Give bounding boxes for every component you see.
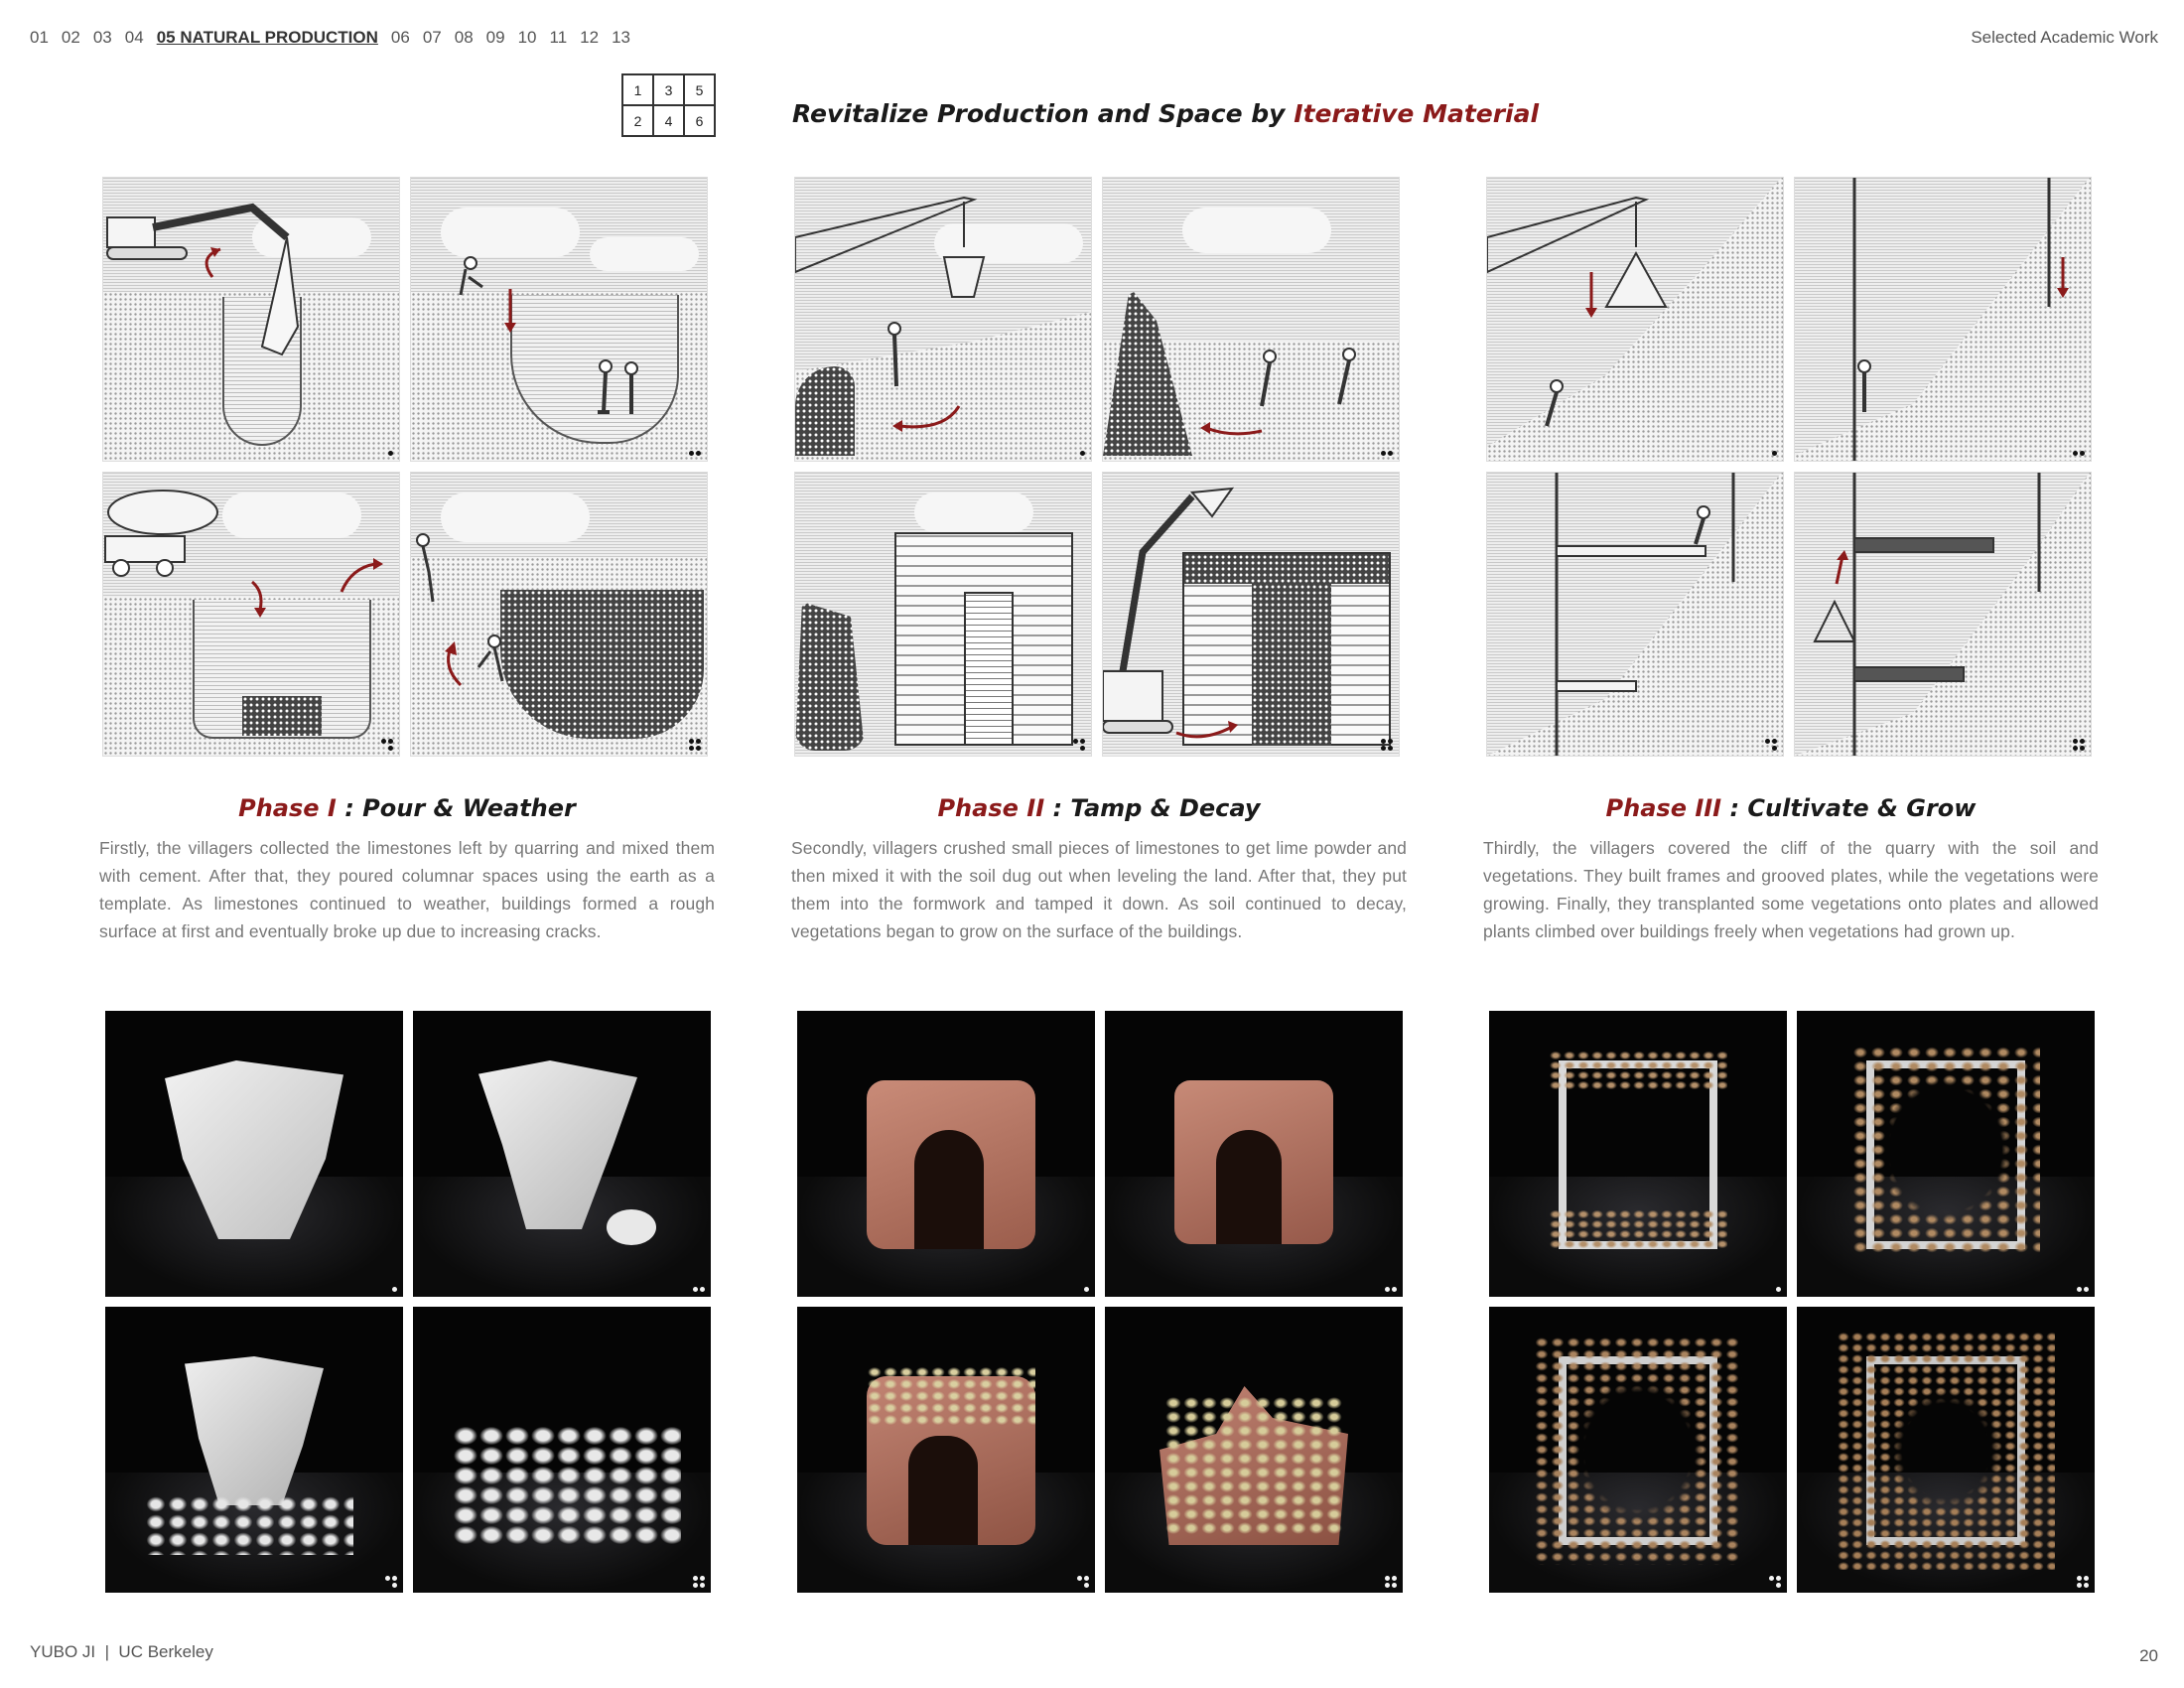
step-marker bbox=[2071, 451, 2085, 456]
step-marker bbox=[687, 451, 701, 456]
excavator-drawing bbox=[1103, 473, 1400, 757]
phase-1-label: Phase I bbox=[238, 794, 337, 822]
limestone-model-photo bbox=[105, 1307, 403, 1593]
step-marker bbox=[383, 1576, 397, 1588]
nav-item-13[interactable]: 13 bbox=[612, 28, 631, 47]
diagram-tamping bbox=[1102, 472, 1400, 757]
step-marker bbox=[1767, 1576, 1781, 1588]
sequence-key-grid bbox=[621, 73, 716, 137]
clay-arch-opening bbox=[1216, 1130, 1282, 1244]
diagram-crane-lime bbox=[794, 177, 1092, 462]
formwork-door bbox=[964, 592, 1014, 746]
frame-model-photo bbox=[1489, 1011, 1787, 1297]
section-label: Selected Academic Work bbox=[1971, 28, 2158, 47]
step-marker bbox=[383, 1287, 397, 1292]
planting-drawing bbox=[1795, 473, 2092, 757]
step-marker bbox=[1763, 739, 1777, 751]
diagram-mixing-soil bbox=[1102, 177, 1400, 462]
step-marker bbox=[2075, 1576, 2089, 1588]
step-marker bbox=[1075, 1287, 1089, 1292]
phase-3-photo-grid bbox=[1489, 1011, 2095, 1593]
phase-2-diagram-grid bbox=[794, 177, 1407, 757]
rock-slab bbox=[795, 602, 865, 751]
step-marker bbox=[1071, 739, 1085, 751]
phase-1-description: Firstly, the villagers collected the limestones left by quarring and mixed them with cement. After that, they poured columnar spaces using the earth as a template. As limestones continued to weather, buildings formed a rough surface at first and eventually broke up due to increasing cracks. bbox=[99, 838, 715, 941]
frame-drawing bbox=[1795, 178, 2092, 462]
phase-3-name: : Cultivate & Grow bbox=[1721, 794, 1977, 822]
limestone-model-photo bbox=[413, 1011, 711, 1297]
step-marker bbox=[1763, 451, 1777, 456]
phase-1-diagram-grid bbox=[102, 177, 715, 757]
nav-item-5[interactable]: 05 NATURAL PRODUCTION bbox=[156, 28, 378, 47]
sequence-cell: 3 bbox=[653, 74, 684, 105]
nav-item-12[interactable]: 12 bbox=[580, 28, 600, 47]
phase-2-label: Phase II bbox=[937, 794, 1045, 822]
phase-2-column bbox=[791, 177, 1407, 945]
cement-truck-drawing bbox=[103, 473, 400, 757]
cloud-shape bbox=[914, 492, 1033, 532]
crane-drawing bbox=[1487, 178, 1784, 462]
workers-drawing bbox=[411, 178, 708, 462]
step-marker bbox=[2071, 739, 2085, 751]
step-marker bbox=[379, 451, 393, 456]
phase-2-name: : Tamp & Decay bbox=[1044, 794, 1261, 822]
clay-arch-opening bbox=[914, 1130, 984, 1249]
nav-item-9[interactable]: 09 bbox=[485, 28, 505, 47]
frame-model-photo bbox=[1797, 1307, 2095, 1593]
phase-1-name: : Pour & Weather bbox=[336, 794, 576, 822]
moss-growth bbox=[1164, 1396, 1343, 1535]
step-marker bbox=[1379, 739, 1393, 751]
broken-fragment bbox=[607, 1209, 656, 1245]
nav-item-11[interactable]: 11 bbox=[549, 28, 568, 47]
author-credit: YUBO JI | UC Berkeley bbox=[30, 1642, 213, 1661]
moss-growth bbox=[867, 1366, 1035, 1426]
nav-item-7[interactable]: 07 bbox=[422, 28, 442, 47]
limestone-model-photo bbox=[413, 1307, 711, 1593]
phase-3-description: Thirdly, the villagers covered the cliff of the quarry with the soil and vegetations. They built frames and grooved plates, while the vegetations were growing. Finally, they transplanted some vegetations onto plates and allowed plants climbed over buildings freely when vegetations had grown up. bbox=[1483, 838, 2099, 941]
nav-item-10[interactable]: 10 bbox=[517, 28, 537, 47]
phase-2-description: Secondly, villagers crushed small pieces of limestones to get lime powder and then mixed it with the soil dug out when leveling the land. After that, they put them into the formwork and tamped it down. As soil continued to decay, vegetations began to grow on the surface of the buildings. bbox=[791, 838, 1407, 941]
nav-item-8[interactable]: 08 bbox=[454, 28, 474, 47]
step-marker bbox=[1767, 1287, 1781, 1292]
page-title-prefix: Revitalize Production and Space by bbox=[792, 99, 1295, 128]
frame-model-photo bbox=[1797, 1011, 2095, 1297]
phase-3-column bbox=[1483, 177, 2099, 945]
nav-item-3[interactable]: 03 bbox=[92, 28, 112, 47]
digger-drawing bbox=[411, 473, 708, 757]
step-marker bbox=[687, 739, 701, 751]
diagram-excavation bbox=[102, 177, 400, 462]
page-title bbox=[792, 99, 1539, 128]
sequence-cell: 5 bbox=[684, 74, 715, 105]
collapsed-rubble bbox=[453, 1426, 681, 1545]
rubble-pieces bbox=[145, 1495, 353, 1555]
clay-model-photo bbox=[1105, 1011, 1403, 1297]
phase-3-title bbox=[1483, 794, 2099, 822]
crane-drawing bbox=[795, 178, 1092, 462]
sequence-cell: 6 bbox=[684, 105, 715, 136]
section-nav bbox=[30, 28, 630, 48]
excavator-drawing bbox=[103, 178, 400, 462]
clay-model-photo bbox=[1105, 1307, 1403, 1593]
phase-1-title bbox=[99, 794, 715, 822]
diagram-grooved-plates bbox=[1486, 472, 1784, 757]
moss-growth bbox=[1549, 1051, 1727, 1090]
clay-model-photo bbox=[797, 1307, 1095, 1593]
step-marker bbox=[691, 1576, 705, 1588]
clay-arch-opening bbox=[908, 1436, 978, 1545]
nav-item-4[interactable]: 04 bbox=[124, 28, 144, 47]
moss-growth bbox=[1549, 1209, 1727, 1249]
frame-model-photo bbox=[1489, 1307, 1787, 1593]
limestone-model-photo bbox=[105, 1011, 403, 1297]
sequence-cell: 4 bbox=[653, 105, 684, 136]
nav-item-2[interactable]: 02 bbox=[61, 28, 80, 47]
nav-item-6[interactable]: 06 bbox=[390, 28, 410, 47]
phase-3-diagram-grid bbox=[1486, 177, 2099, 757]
moss-growth bbox=[1837, 1332, 2055, 1570]
page-number: 20 bbox=[2139, 1646, 2158, 1665]
sequence-cell: 1 bbox=[622, 74, 653, 105]
sequence-cell: 2 bbox=[622, 105, 653, 136]
page-title-accent: Iterative Material bbox=[1294, 99, 1540, 128]
step-marker bbox=[2075, 1287, 2089, 1292]
step-marker bbox=[1379, 451, 1393, 456]
diagram-formwork bbox=[794, 472, 1092, 757]
phase-1-photo-grid bbox=[105, 1011, 711, 1593]
diagram-frames bbox=[1794, 177, 2092, 462]
step-marker bbox=[1383, 1576, 1397, 1588]
clay-model-photo bbox=[797, 1011, 1095, 1297]
step-marker bbox=[379, 739, 393, 751]
moss-growth bbox=[1534, 1336, 1742, 1565]
step-marker bbox=[1071, 451, 1085, 456]
diagram-template-pit bbox=[410, 177, 708, 462]
diagram-planting bbox=[1794, 472, 2092, 757]
step-marker bbox=[691, 1287, 705, 1292]
phase-2-photo-grid bbox=[797, 1011, 1403, 1593]
diagram-covering-cliff bbox=[1486, 177, 1784, 462]
plates-drawing bbox=[1487, 473, 1784, 757]
phase-2-title bbox=[791, 794, 1407, 822]
moss-growth bbox=[1851, 1046, 2040, 1254]
phase-3-label: Phase III bbox=[1605, 794, 1722, 822]
step-marker bbox=[1383, 1287, 1397, 1292]
diagram-weathering bbox=[410, 472, 708, 757]
nav-item-1[interactable]: 01 bbox=[30, 28, 49, 47]
phase-1-column bbox=[99, 177, 715, 945]
diagram-pouring bbox=[102, 472, 400, 757]
workers-drawing bbox=[1103, 178, 1400, 462]
step-marker bbox=[1075, 1576, 1089, 1588]
